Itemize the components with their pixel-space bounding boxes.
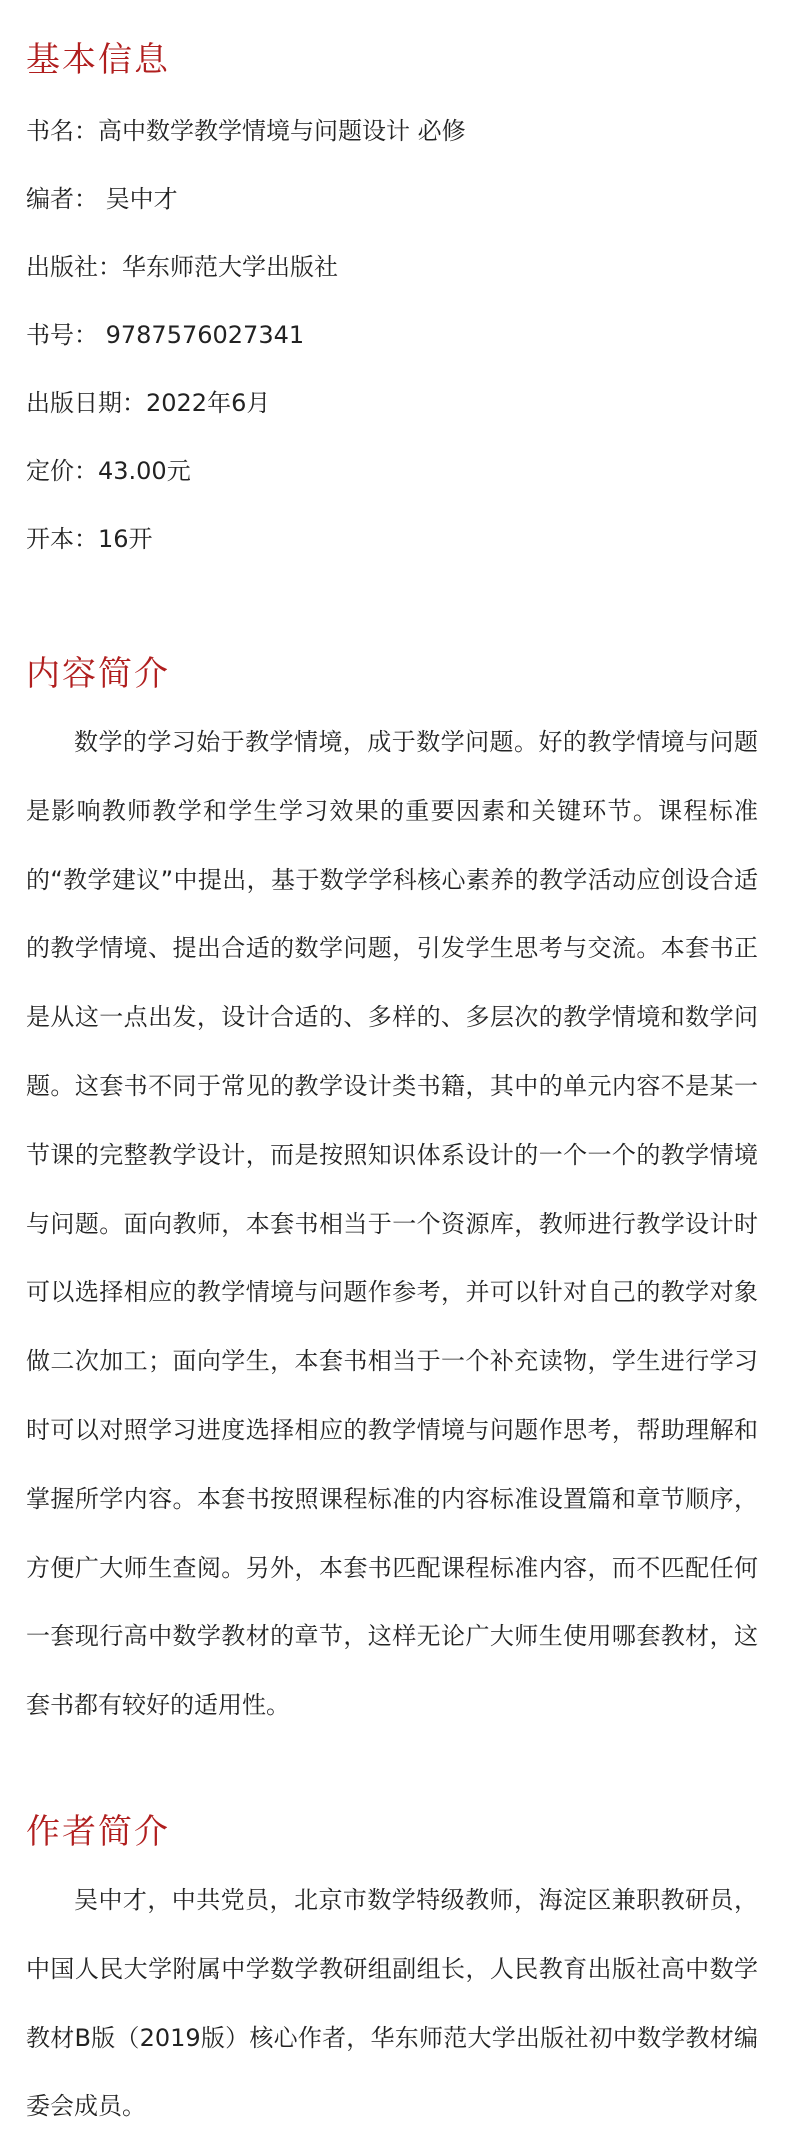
book-title-line: 书名：高中数学教学情境与问题设计 必修	[26, 117, 466, 145]
author-intro-paragraph: 吴中才，中共党员，北京市数学特级教师，海淀区兼职教研员，中国人民大学附属中学数学教研组副组长，人民教育出版社高中数学教材B版（2019版）核心作者，华东师范大学出版社初中数学教材编委会成员。	[26, 1886, 758, 2121]
content-intro-heading: 内容简介	[26, 654, 170, 694]
editor-line: 编者： 吴中才	[26, 185, 178, 213]
price-line: 定价：43.00元	[26, 457, 191, 485]
author-intro-heading: 作者简介	[26, 1812, 170, 1852]
isbn-line: 书号： 9787576027341	[26, 321, 305, 349]
basic-info-heading: 基本信息	[26, 40, 170, 80]
pub-date-line: 出版日期：2022年6月	[26, 389, 271, 417]
format-line: 开本：16开	[26, 525, 153, 553]
publisher-line: 出版社：华东师范大学出版社	[26, 253, 338, 281]
content-intro-paragraph: 数学的学习始于教学情境，成于数学问题。好的教学情境与问题是影响教师教学和学生学习效果的重要因素和关键环节。课程标准的“教学建议”中提出，基于数学学科核心素养的教学活动应创设合适的教学情境、提出合适的数学问题，引发学生思考与交流。本套书正是从这一点出发，设计合适的、多样的、多层次的教学情境和数学问题。这套书不同于常见的教学设计类书籍，其中的单元内容不是某一节课的完整教学设计，而是按照知识体系设计的一个一个的教学情境与问题。面向教师，本套书相当于一个资源库，教师进行教学设计时可以选择相应的教学情境与问题作参考，并可以针对自己的教学对象做二次加工；面向学生，本套书相当于一个补充读物，学生进行学习时可以对照学习进度选择相应的教学情境与问题作思考，帮助理解和掌握所学内容。本套书按照课程标准的内容标准设置篇和章节顺序，方便广大师生查阅。另外，本套书匹配课程标准内容，而不匹配任何一套现行高中数学教材的章节，这样无论广大师生使用哪套教材，这套书都有较好的适用性。	[26, 728, 758, 1720]
